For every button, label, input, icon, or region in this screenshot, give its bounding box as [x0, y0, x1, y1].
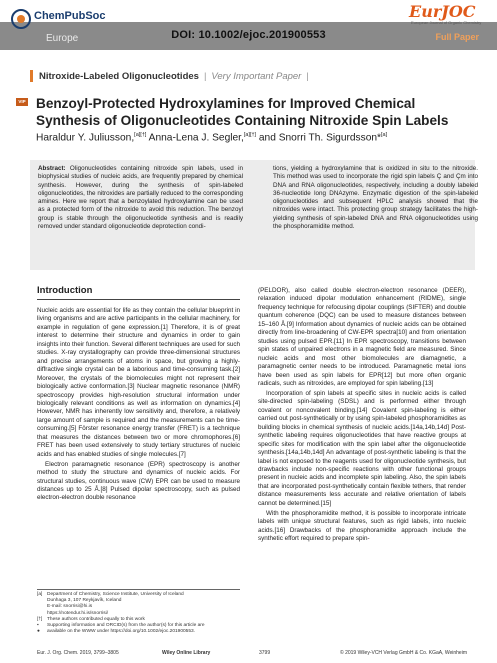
author-affiliation: [a] — [381, 132, 388, 138]
journal-logo — [409, 0, 489, 48]
footer-page-number: 3799 — [259, 650, 271, 656]
body-column-left — [37, 307, 240, 504]
category-line — [30, 70, 314, 82]
footnote-text: Dunhaga 3, 107 Reykjavík, Iceland — [47, 598, 122, 604]
author-name: and Snorri Th. Sigurdsson* — [256, 132, 382, 144]
author-list — [36, 132, 476, 143]
author-name: Haraldur Y. Juliusson, — [36, 132, 135, 144]
author-affiliation: [a][†] — [134, 132, 147, 138]
footnote-key: [†] — [37, 616, 43, 622]
ejoc-logo-text — [409, 2, 489, 25]
footnote-key: [a] — [37, 592, 43, 597]
body-column-right — [258, 287, 466, 545]
supporting-info-icon: ▪ — [37, 623, 39, 629]
abstract-box — [30, 160, 478, 270]
abstract-label: Abstract: — [38, 165, 66, 172]
orcid-icon: ● — [37, 629, 40, 635]
abstract-text-left: Oligonucleotides containing nitroxide spin labels, used in biophysical studies of nucleic acids, are frequently prepared by chemical synthesis. However, during the synthesis of spin-labeled oligonucleotides, the nitroxides are partially reduced to the corresponding amines. Here we report that a benzoylated hydroxylamine can be used as a protected form of the nitroxide to avoid this reduction. The benzoyl group is stable through the oligonucleotide synthesis and is readily removed under standard oligonucleotide deprotection condi- — [38, 165, 243, 230]
journal-small: European Journal of Organic Chemistry — [411, 20, 482, 25]
author-affiliation: [a][†] — [243, 132, 257, 138]
category-separator: | — [203, 70, 207, 82]
journal-name: EurJOC — [409, 2, 476, 21]
vip-badge: VIP — [16, 98, 28, 106]
publisher-sub: Europe — [46, 33, 79, 44]
publisher-name: ChemPubSoc — [34, 10, 106, 22]
article-title: Benzoyl-Protected Hydroxylamines for Improved Chemical Synthesis of Oligonucleotides Containing Nitroxide Spin Labels — [36, 96, 449, 128]
category-separator-end: | — [306, 70, 309, 82]
paragraph: Nucleic acids are essential for life as they contain the cellular blueprint in living organisms and are active participants in the cellular machinery, for example in regulation of gene expression.[1] Therefore, it is of great interest to determine their structure and dynamics in order to gain insights into their function. Several different techniques are used for such studies. X-ray crystallography can provide three-dimensional structures and precise arrangements of atoms in space, but growing a highly-diffractive single crystal can be a laborious and time-consuming task.[2] Moreover, the crystals of the biomolecules might not represent their biologically active conformation.[3] Nuclear magnetic resonance (NMR) spectroscopy provides high-resolution structural information under biologically relevant conditions as well as information on dynamics.[4] However, NMR has inherently low sensitivity and, therefore, a relatively large amount of sample is required and the measurements can be time-consuming.[5] Förster resonance energy transfer (FRET) is a technique that measures the distances between two or more chromophores.[6] FRET has been used extensively to study tertiary structures of nucleic acids and has enabled studies of single molecules.[7] — [37, 307, 240, 458]
category-topic: Nitroxide-Labeled Oligonucleotides — [39, 70, 199, 82]
section-heading-introduction: Introduction — [37, 285, 93, 296]
doi[interactable]: DOI: 10.1002/ejoc.201900553 — [171, 29, 326, 41]
footnote — [37, 629, 247, 635]
chempubsoc-mark-icon — [10, 8, 32, 30]
paragraph: Incorporation of spin labels at specific sites in nucleic acids is called site-directed spin-labeling (SDSL) and is performed either through covalent or noncovalent binding.[14] Covalent spin-labeling is either carried out post-synthetically or by using spin-labeled phosphoramidites as building blocks in chemical synthesis of nucleic acids.[14a,14b,14d] Post-synthetic labeling requires oligonucleotides that have reactive groups at specific sites for modification with the spin label after the oligonucleotide synthesis.[14a,14b,14d] An advantage of post-synthetic labeling is that the label is not exposed to the reagents used for oligonucleotide synthesis, but drawbacks include non-specific reactions with other functional groups present in nucleic acids and incomplete spin labeling. Also, the spin labels that are incorporated post-synthetically contain flexible tethers, that render distance measurements less accurate and relative orientation of labels cannot be determined.[15] — [258, 389, 466, 507]
vip-label: Very Important Paper — [211, 70, 302, 82]
page-footer — [37, 650, 467, 658]
footnote-text: Department of Chemistry, Science Institute, University of Iceland — [47, 592, 184, 597]
footnote-email[interactable]: E-mail: snorrisi@hi.is — [47, 604, 93, 610]
footnote-link[interactable]: available on the WWW under https://doi.org/10.1002/ejoc.201900553. — [47, 629, 195, 635]
abstract-left — [38, 165, 243, 231]
paragraph: Electron paramagnetic resonance (EPR) spectroscopy is another method to study the structure and dynamics of nucleic acids. For structural studies, continuous wave (CW) EPR can be used to measure distances up to 25 Å.[8] Pulsed dipolar spectroscopy, such as pulsed electron-electron double resonance — [37, 460, 240, 502]
footnote-text: These authors contributed equally to this work — [47, 616, 145, 622]
footer-citation: Eur. J. Org. Chem. 2019, 3799–3805 — [37, 650, 119, 656]
heading-rule — [37, 299, 240, 300]
footnote-text: Supporting information and ORCID(s) from the author(s) for this article are — [47, 623, 205, 629]
paragraph: (PELDOR), also called double electron-electron resonance (DEER), relaxation induced dipolar modulation enhancement (RIDME), single frequency technique for refocusing dipolar couplings (SIFTER) and double quantum coherence (DQC) can be used to measure distances between 15–160 Å.[9] Information about dynamics of nucleic acids can be obtained directly from line-broadening of CW-EPR spectra[10] and from orientation studies using pulsed EPR.[11] In EPR spectroscopy, transitions between spin states of unpaired electrons in a magnetic field are measured. Since nucleic acids and most other biomolecules are diamagnetic, a paramagnetic center needs to be introduced. Paramagnetic metal ions have been used as spin labels for EPR[12] but more often organic radicals, such as nitroxides, are employed for spin labeling.[13] — [258, 287, 466, 387]
footer-copyright: © 2019 Wiley-VCH Verlag GmbH & Co. KGaA, Weinheim — [340, 650, 467, 656]
journal-header — [0, 0, 497, 50]
abstract-right: tions, yielding a hydroxylamine that is oxidized in situ to the nitroxide. This method was used to incorporate the rigid spin labels Ç and Çm into DNA and RNA oligonucleotides, respectively, including a doubly labeled 36-nucleotide long DNAzyme. Enzymatic digestion of the spin-labeled oligonucleotides and subsequent HPLC analysis showed that the nitroxides were intact. This protecting group strategy facilitates the high-yielding synthesis of spin-labeled DNA and RNA oligonucleotides using the phosphoramidite method. — [273, 165, 478, 230]
paragraph: With the phosphoramidite method, it is possible to incorporate intricate labels with unique structural features, such as rigid labels, into nucleic acids.[16] Drawbacks of the phosphoramidite approach include the synthetic effort required to prepare spin- — [258, 509, 466, 543]
footnote-url[interactable]: https://notendur.hi.is/snorrisi/ — [47, 610, 109, 616]
author-name: Anna-Lena J. Segler, — [146, 132, 244, 144]
footer-wiley-link[interactable]: Wiley Online Library — [162, 650, 211, 656]
footnotes — [37, 592, 247, 635]
article-type: Full Paper — [435, 32, 479, 42]
category-bar — [30, 70, 33, 82]
footnote-rule — [37, 589, 240, 590]
